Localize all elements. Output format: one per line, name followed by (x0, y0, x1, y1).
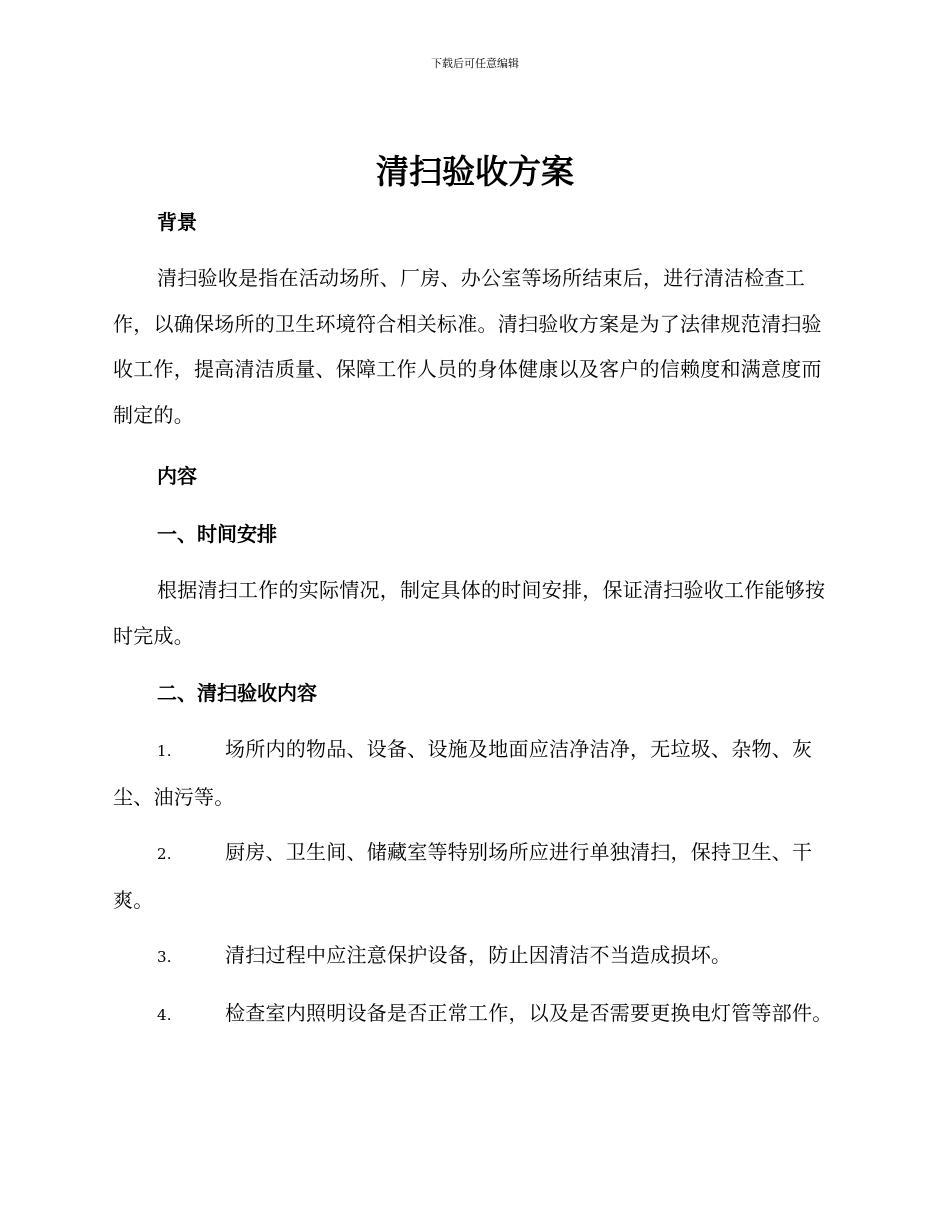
list-item-number: 4. (157, 1005, 172, 1024)
list-item-text: 场所内的物品、设备、设施及地面应洁净洁净，无垃圾、杂物、灰尘、油污等。 (113, 737, 813, 809)
list-item (113, 991, 833, 1039)
background-heading: 背景 (157, 210, 197, 234)
content-heading: 内容 (157, 464, 197, 488)
section1-paragraph: 根据清扫工作的实际情况，制定具体的时间安排，保证清扫验收工作能够按时完成。 (113, 578, 826, 648)
list-item (113, 933, 833, 981)
section2-heading: 二、清扫验收内容 (157, 681, 317, 705)
list-item-number: 3. (157, 948, 172, 966)
page-header-note: 下载后可任意编辑 (431, 57, 519, 70)
list-item (113, 727, 833, 820)
section1-heading: 一、时间安排 (157, 522, 277, 546)
list-item-number: 2. (157, 845, 172, 863)
document-body (113, 198, 833, 1038)
document-title: 清扫验收方案 (376, 152, 574, 191)
list-item-number: 1. (157, 742, 172, 760)
list-item-text: 厨房、卫生间、储藏室等特别场所应进行单独清扫，保持卫生、干爽。 (113, 840, 813, 912)
list-item-text: 检查室内照明设备是否正常工作，以及是否需要更换电灯管等部件。 (225, 1000, 833, 1025)
list-item (113, 830, 833, 923)
background-paragraph: 清扫验收是指在活动场所、厂房、办公室等场所结束后，进行清洁检查工作，以确保场所的卫生环境符合相关标准。清扫验收方案是为了法律规范清扫验收工作，提高清洁质量、保障工作人员的身体健康以及客户的信赖度和满意度而制定的。 (113, 266, 822, 427)
list-item-text: 清扫过程中应注意保护设备，防止因清洁不当造成损坏。 (225, 943, 732, 967)
